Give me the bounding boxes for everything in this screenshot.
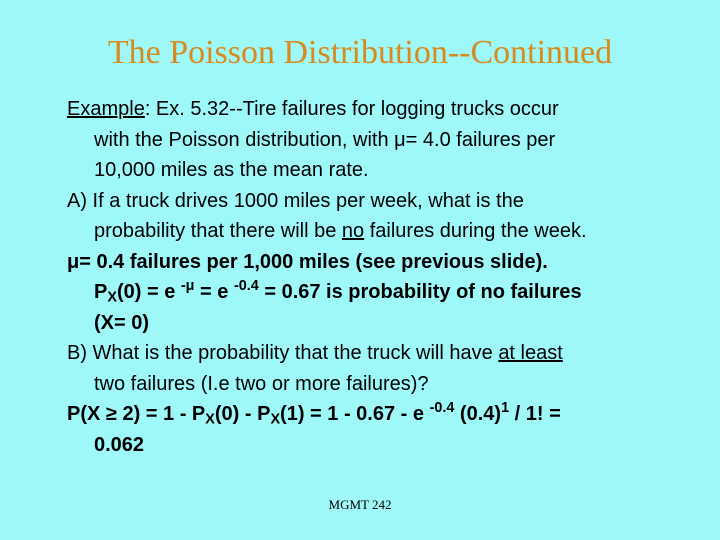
rate-equation — [67, 277, 707, 308]
rate-line-3: (X= 0) — [94, 311, 150, 334]
part-a-line-1: A) If a truck drives 1000 miles per week, what is the — [67, 189, 524, 212]
part-a-emphasis: no — [341, 220, 365, 242]
example-line-3: 10,000 miles as the mean rate. — [94, 159, 369, 181]
rate-eq-mid2: = e — [194, 281, 234, 303]
answer-exp-2: 1 — [501, 400, 510, 417]
answer-t3: (0) - P — [214, 403, 271, 425]
answer-exp: -0.4 — [429, 400, 455, 417]
rate-p: P — [94, 281, 108, 303]
rate-eq-end: = 0.67 is probability of no failures — [258, 281, 582, 303]
part-a-line-2 — [67, 216, 707, 247]
part-b-line-2: two failures (I.e two or more failures)? — [94, 372, 429, 395]
answer-t5: (0.4) — [454, 403, 502, 425]
slide-body — [67, 94, 707, 460]
part-b-text: B) What is the probability that the truck will have — [67, 342, 499, 364]
example-line-1 — [67, 94, 707, 125]
part-b-emphasis: at least — [498, 342, 563, 364]
geq-symbol: ≥ — [105, 403, 117, 425]
part-a-text-before: probability that there will be — [94, 220, 342, 242]
rate-sub-x: X — [107, 289, 117, 306]
example-line-2: with the Poisson distribution, with μ= 4.0 failures per — [94, 128, 556, 151]
part-b-line-1 — [67, 338, 707, 369]
answer-t4: (1) = 1 - 0.67 - e — [280, 403, 430, 425]
part-a-text-after: failures during the week. — [364, 220, 587, 242]
answer-result: 0.062 — [94, 433, 145, 456]
rate-exp-mu: -μ — [180, 278, 195, 295]
example-label: Example — [67, 98, 145, 120]
answer-equation — [67, 399, 707, 430]
answer-t2: 2) = 1 - P — [116, 403, 206, 425]
rate-exp-04: -0.4 — [233, 278, 259, 295]
rate-line: μ= 0.4 failures per 1,000 miles (see previous slide). — [67, 250, 548, 273]
answer-t6: / 1! = — [509, 403, 561, 425]
answer-sub-2: X — [270, 411, 281, 428]
slide-footer: MGMT 242 — [328, 497, 392, 512]
answer-sub-1: X — [205, 411, 215, 428]
answer-t1: P(X — [67, 403, 106, 425]
slide-title: The Poisson Distribution--Continued — [107, 34, 613, 71]
rate-eq-mid: (0) = e — [116, 281, 181, 303]
example-text: : Ex. 5.32--Tire failures for logging trucks occur — [144, 98, 559, 120]
